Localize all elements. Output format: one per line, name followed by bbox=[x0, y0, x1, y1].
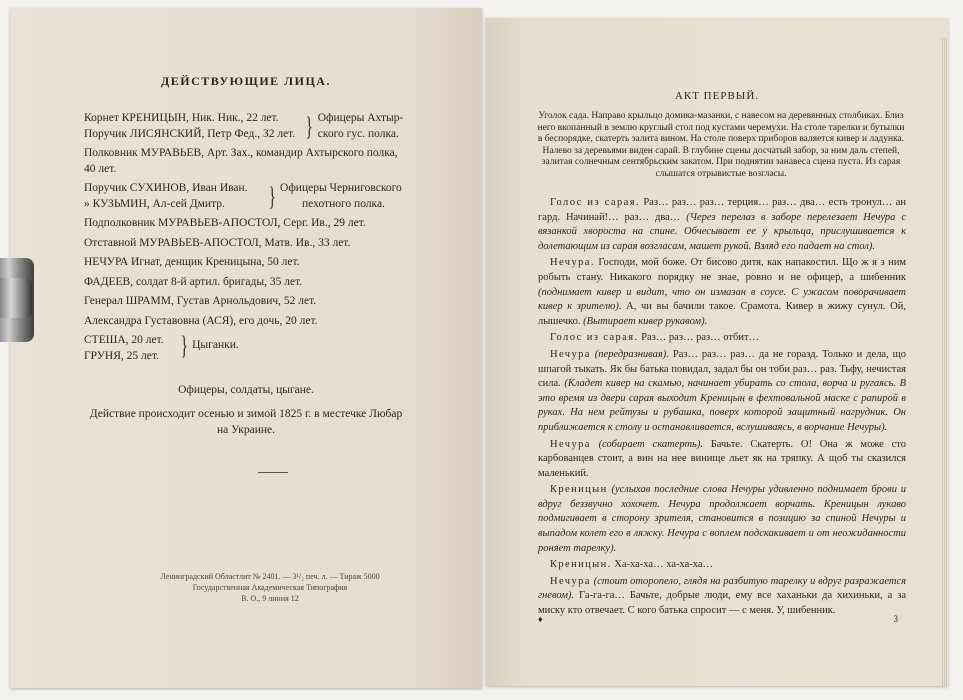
right-page bbox=[486, 18, 948, 686]
cast-entry: 40 лет. bbox=[84, 162, 117, 175]
page-stack-edge bbox=[942, 38, 948, 686]
cast-group-akhtyr bbox=[84, 111, 474, 142]
cast-entry: Поручик ЛИСЯНСКИЙ, Петр Фед., 32 лет. bbox=[84, 127, 296, 140]
setting-line: на Украине. bbox=[217, 424, 275, 436]
stage-direction: Уголок сада. Направо крыльцо домика-мазанки, с навесом на деревянных столбиках. Близ него вкопанный в землю круглый стол под кустами черемухи. На столе тарелки и бутылки в беспорядке, скатерть залита вином. На столе поверх приборов валяется кивер и ладунка. Налево за деревьями виден сарай. В глубине сцены досчатый забор, за ним даль степей, залитая солнечным сентябрьским закатом. При поднятии занавеса сцена пуста. Из сарая слышатся отрывистые возгласы. bbox=[537, 111, 905, 179]
cast-entry: Поручик СУХИНОВ, Иван Иван. bbox=[84, 182, 248, 194]
dialogue-paragraph: Голос из сарая. Раз… раз… раз… терция… раз… два… есть тронул… ан гард. Начинай!… раз… два… (Через перелаз в заборе перелезает Нечура с вязанкой хвороста на спине. Обчесывает ее у крыльца, прислушивается к долетающим из сарая возгласам, машет рукой. Взляд его падает на стол). bbox=[538, 197, 907, 252]
act-title: АКТ ПЕРВЫЙ. bbox=[674, 90, 760, 102]
cast-list bbox=[84, 111, 474, 364]
left-page bbox=[10, 8, 482, 688]
dialogue-paragraph: Креницын. Ха-ха-ха… ха-ха-ха… bbox=[550, 559, 714, 571]
imprint-line: В. О., 9 линия 12 bbox=[241, 594, 299, 603]
group-note: ского гус. полка. bbox=[317, 127, 399, 140]
imprint-line: Государственная Академическая Типография bbox=[192, 583, 348, 592]
brace-icon: } bbox=[305, 111, 314, 141]
page-footer bbox=[538, 614, 898, 624]
dialogue-paragraph: Креницын (услыхав последние слова Нечуры удивленно поднимает брови и вдруг беззвучно хохочет. Нечура продолжает ворчать. Креницын лукаво подмигивает в сторону зрителя, становится в позицию за спиной Нечуры и выпадом колет его в ляжку. Нечура с воплем подскакивает и от неожиданности роняет тарелку). bbox=[538, 484, 906, 554]
brace-icon: } bbox=[180, 331, 188, 360]
speaker: Нечура bbox=[550, 438, 591, 450]
speaker: Креницын. bbox=[550, 559, 612, 571]
imprint-line: Ленинградский Областлит № 2401. — 3¹/₂ печ. л. — Тираж 5000 bbox=[160, 572, 380, 581]
divider bbox=[258, 472, 288, 473]
dialogue-paragraph: Нечура (собирает скатерть). Бачьте. Скатерть. О! Она ж може сто карбованцев стоит, а вин на нее винище льет як на тряпку. А щоб ты сказился маленький. bbox=[538, 438, 906, 479]
dialogue-paragraph: Голос из сарая. Раз… раз… раз… отбит… bbox=[550, 332, 760, 344]
cast-entry: Отставной МУРАВЬЕВ-АПОСТОЛ, Матв. Ив., 33 лет. bbox=[84, 236, 351, 249]
dialogue-paragraph: Нечура (передразнивая). Раз… раз… раз… да не горазд. Только и дела, що шпагой тыкать. Як бы батька повидал, задал бы он тоби раз… раз. Тьфу, нечистая сила. (Кладет кивер на скамью, начинает убирать со стола, ворча и ругаясь. В это время из двери сарая выходит Креницын в фехтовальной маске с рапирой в руках. На нем рейтузы и рубашка, поверх которой защитный нагрудник. Он приближается к столу и останавливается, вслушиваясь, в ворчание Нечуры). bbox=[538, 348, 906, 433]
metal-weight-object bbox=[0, 258, 40, 344]
group-note: Офицеры Черниговского bbox=[280, 182, 402, 194]
cast-entry: Корнет КРЕНИЦЫН, Ник. Ник., 22 лет. bbox=[84, 112, 279, 124]
speaker: Нечура. bbox=[550, 257, 595, 269]
play-text bbox=[538, 196, 906, 621]
speaker: Нечура bbox=[550, 575, 591, 587]
speaker: Голос из сарая. bbox=[550, 197, 640, 208]
speaker: Голос из сарая. bbox=[550, 332, 639, 344]
setting-note bbox=[10, 406, 482, 438]
cast-entry: НЕЧУРА Игнат, денщик Креницына, 50 лет. bbox=[84, 256, 300, 268]
group-note: Цыганки. bbox=[192, 339, 239, 352]
speaker: Нечура bbox=[550, 348, 591, 360]
extras-line: Офицеры, солдаты, цыгане. bbox=[178, 384, 314, 396]
setting-line: Действие происходит осенью и зимой 1825 г. в местечке Любар bbox=[89, 408, 403, 420]
open-booklet bbox=[10, 8, 955, 694]
speaker: Креницын bbox=[550, 484, 608, 496]
page-number: 3 bbox=[893, 614, 898, 624]
group-note: Офицеры Ахтыр- bbox=[317, 112, 404, 124]
dialogue-paragraph: Нечура (стоит оторопело, глядя на разбитую тарелку и вдруг разражается гневом). Га-га-га… Бачьте, добрые люди, ему все хаханьки да хихиньки, а за миску кто отвечает. С кого батька спросит — с меня. У, шибенник. bbox=[538, 575, 906, 617]
cast-entry: Полковник МУРАВЬЕВ, Арт. Зах., командир Ахтырского полка, bbox=[84, 147, 398, 159]
imprint bbox=[10, 571, 482, 604]
cast-entry: Александра Густавовна (АСЯ), его дочь, 20 лет. bbox=[84, 314, 318, 327]
cast-entry: ФАДЕЕВ, солдат 8-й артил. бригады, 35 лет. bbox=[84, 275, 303, 288]
cast-group-chernigov bbox=[84, 181, 474, 212]
group-note: пехотного полка. bbox=[302, 197, 385, 210]
cast-list-title: ДЕЙСТВУЮЩИЕ ЛИЦА. bbox=[161, 74, 331, 88]
cast-entry: Генерал ШРАММ, Густав Арнольдович, 52 лет. bbox=[84, 295, 317, 307]
signature-mark: ♦ bbox=[538, 614, 543, 624]
cast-entry: Подполковник МУРАВЬЕВ-АПОСТОЛ, Серг. Ив., 29 лет. bbox=[84, 217, 366, 229]
cast-entry: ГРУНЯ, 25 лет. bbox=[84, 349, 159, 362]
cast-entry: » КУЗЬМИН, Ал-сей Дмитр. bbox=[84, 197, 225, 210]
brace-icon: } bbox=[268, 181, 276, 211]
cast-group-gypsies bbox=[84, 333, 474, 364]
cast-entry: СТЕША, 20 лет. bbox=[84, 334, 164, 346]
dialogue-paragraph: Нечура. Господи, мой боже. От бисово дитя, как напакостил. Що ж я з ним робыть стану. Никакого порядку не знае, ровно и не офицер, а шибенник (поднимает кивер и видит, что он измазан в соусе. С ужасом поворачивает кивер к зрителю). А, чи вы бачили такое. Срамота. Кивер в жижу сунул. Ой, лышечко. (Вытирает кивер рукавом). bbox=[538, 257, 906, 327]
